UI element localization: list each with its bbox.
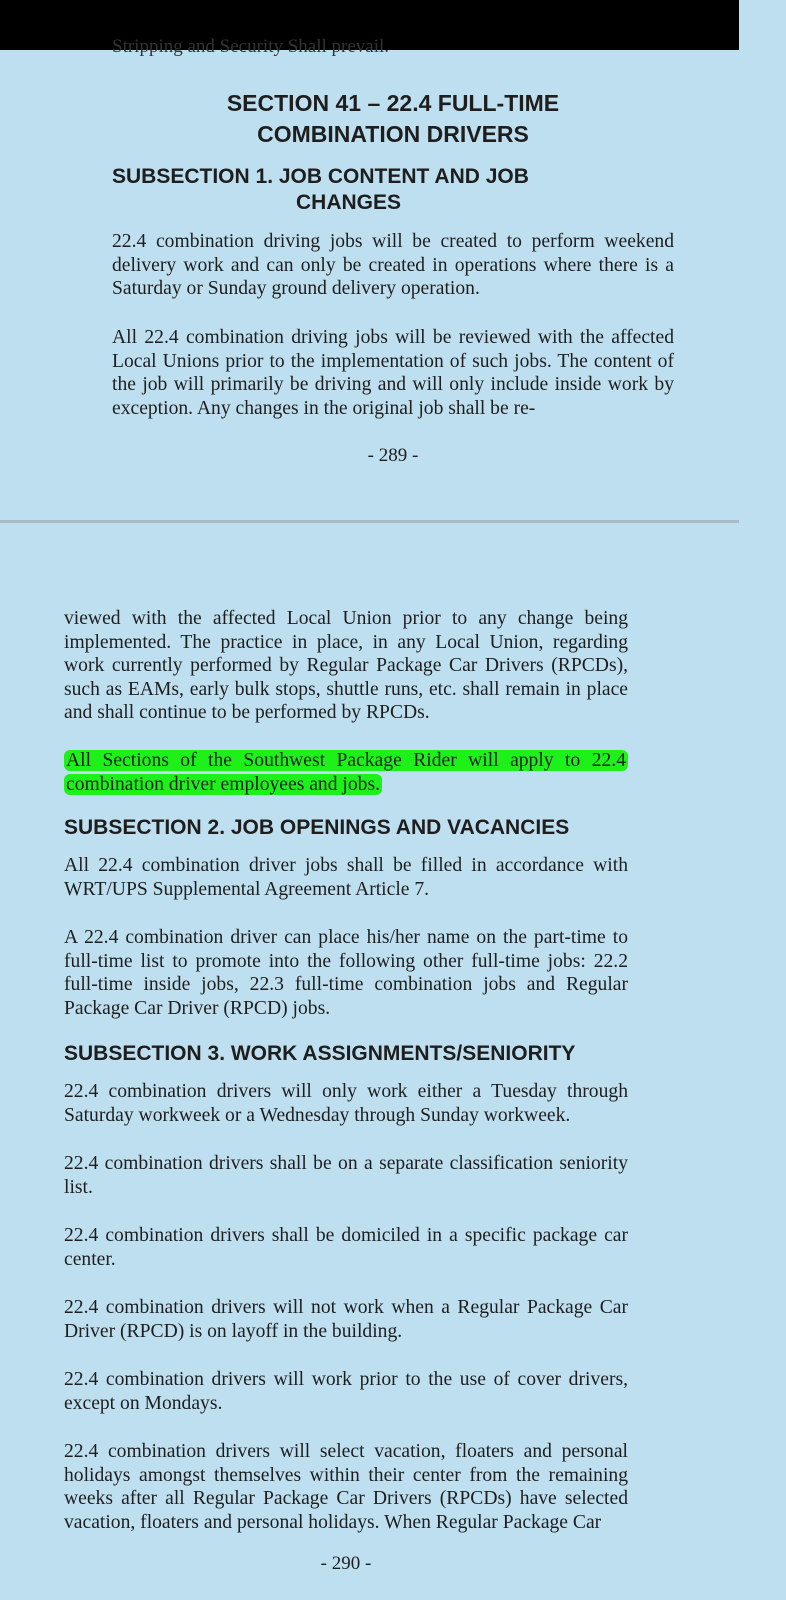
highlighted-paragraph[interactable]	[64, 749, 628, 796]
paragraph: viewed with the affected Local Union prior to any change being implemented. The practice in place, in any Local Union, regarding work currently performed by Regular Package Car Drivers (RPCDs), such as EAMs, early bulk stops, shuttle runs, etc. shall remain in place and shall continue to be performed by RPCDs.	[64, 608, 628, 723]
paragraph: 22.4 combination drivers will work prior to the use of cover drivers, except on Mondays.	[64, 1369, 628, 1414]
paragraph: 22.4 combination drivers shall be on a separate classification seniority list.	[64, 1153, 628, 1198]
paragraph: A 22.4 combination driver can place his/her name on the part-time to full-time list to promote into the following other full-time jobs: 22.2 full-time inside jobs, 22.3 full-time combination jobs and Regular Package Car Driver (RPCD) jobs.	[64, 927, 628, 1019]
paragraph: All 22.4 combination driving jobs will be reviewed with the affected Local Unions prior to the implementation of such jobs. The content of the job will primarily be driving and will only include inside work by exception. Any changes in the original job shall be re-	[112, 327, 674, 419]
subsection3-heading: SUBSECTION 3. WORK ASSIGNMENTS/SENIORITY	[64, 1042, 576, 1065]
paragraph: 22.4 combination drivers will select vacation, floaters and personal holidays amongst themselves within their center from the remaining weeks after all Regular Package Car Drivers (RPCDs) have selected vacation, floaters and personal holidays. When Regular Package Car	[64, 1441, 628, 1533]
subsection1-heading-line1: SUBSECTION 1. JOB CONTENT AND JOB	[112, 165, 529, 188]
paragraph: 22.4 combination drivers will only work either a Tuesday through Saturday workweek or a Wednesday through Sunday workweek.	[64, 1081, 628, 1126]
paragraph: 22.4 combination driving jobs will be created to perform weekend delivery work and can only be created in operations where there is a Saturday or Sunday ground delivery operation.	[112, 231, 674, 299]
cutoff-text-line: Stripping and Security Shall prevail.	[112, 36, 390, 57]
subsection1-heading	[112, 164, 592, 216]
document-page-289[interactable]	[0, 36, 739, 522]
document-page-290[interactable]	[0, 523, 739, 1600]
section-title-line2: COMBINATION DRIVERS	[257, 121, 529, 147]
page-number: - 289 -	[367, 445, 419, 466]
paragraph: 22.4 combination drivers shall be domiciled in a specific package car center.	[64, 1225, 628, 1270]
page-number: - 290 -	[320, 1553, 372, 1574]
subsection1-heading-line2: CHANGES	[296, 191, 402, 214]
subsection2-heading: SUBSECTION 2. JOB OPENINGS AND VACANCIES	[64, 816, 570, 839]
paragraph: 22.4 combination drivers will not work when a Regular Package Car Driver (RPCD) is on layoff in the building.	[64, 1297, 628, 1342]
section-title-line1: SECTION 41 – 22.4 FULL-TIME	[226, 90, 560, 116]
paragraph: All 22.4 combination driver jobs shall be filled in accordance with WRT/UPS Supplemental Agreement Article 7.	[64, 855, 628, 900]
text-highlight[interactable]: All Sections of the Southwest Package Rider will apply to 22.4 combination driver employees and jobs.	[66, 750, 626, 795]
section-title	[160, 88, 626, 150]
